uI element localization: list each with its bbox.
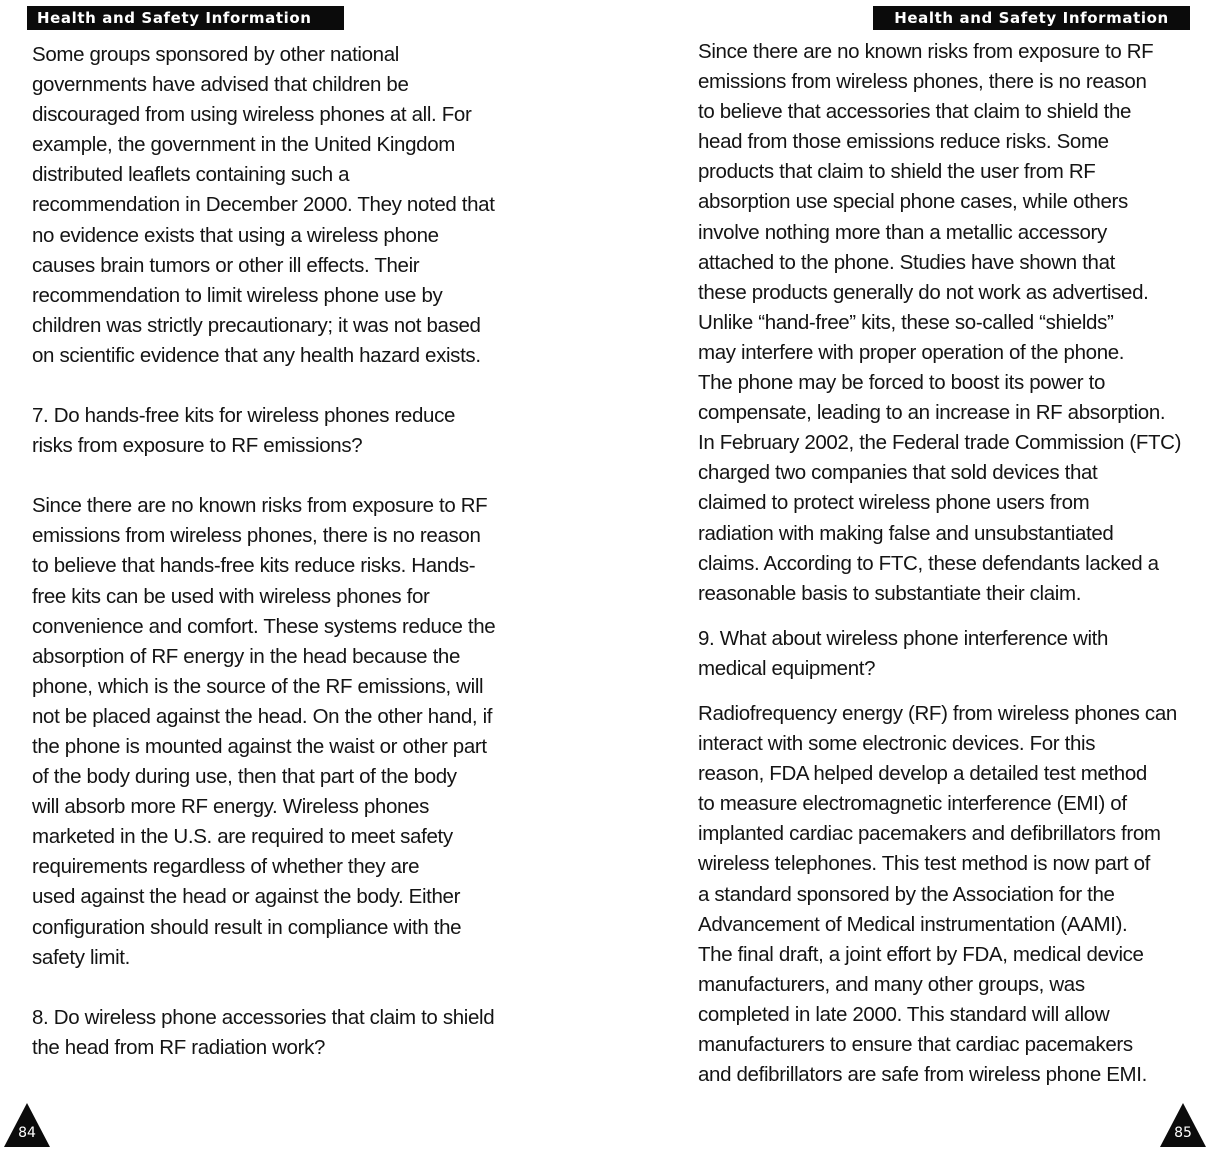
question-heading: 7. Do hands-free kits for wireless phones reduce risks from exposure to RF emissions? <box>32 404 456 458</box>
paragraph: Since there are no known risks from exposure to RF emissions from wireless phones, there is no reason to believe that accessories that claim to shield the head from those emissions reduce risks. Some products that claim to shield the user from RF absorption use special phone cases, while others involve nothing more than a metallic accessory attached to the phone. Studies have shown that these products generally do not work as advertised. Unlike “hand-free” kits, these so-called “shields” may interfere with proper operation of the phone. The phone may be forced to boost its power to compensate, leading to an increase in RF absorption. In February 2002, the Federal trade Commission (FTC) charged two companies that sold devices that claimed to protect wireless phone users from radiation with making false and unsubstantiated claims. According to FTC, these defendants lacked a reasonable basis to substantiate their claim. <box>698 40 1182 605</box>
page-body <box>698 37 1198 1090</box>
section-header: Health and Safety Information <box>873 6 1190 30</box>
section-header: Health and Safety Information <box>27 6 344 30</box>
paragraph: Radiofrequency energy (RF) from wireless phones can interact with some electronic devices. For this reason, FDA helped develop a detailed test method to measure electromagnetic interference (EMI) of implanted cardiac pacemakers and defibrillators from wireless telephones. This test method is now part of a standard sponsored by the Association for the Advancement of Medical instrumentation (AAMI). The final draft, a joint effort by FDA, medical device manufacturers, and many other groups, was completed in late 2000. This standard will allow manufacturers to ensure that cardiac pacemakers and defibrillators are safe from wireless phone EMI. <box>698 701 1177 1087</box>
page-number-marker <box>4 1103 50 1147</box>
paragraph: Some groups sponsored by other national governments have advised that children be discouraged from using wireless phones at all. For example, the government in the United Kingdom distributed leaflets containing such a recommendation in December 2000. They noted that no evidence exists that using a wireless phone causes brain tumors or other ill effects. Their recommendation to limit wireless phone use by children was strictly precautionary; it was not based on scientific evidence that any health hazard exists. <box>32 43 495 367</box>
page-number: 84 <box>18 1125 36 1141</box>
paragraph: Since there are no known risks from exposure to RF emissions from wireless phones, there is no reason to believe that hands-free kits reduce risks. Hands- free kits can be used with wireless phones for convenience and comfort. These systems reduce the absorption of RF energy in the head because the phone, which is the source of the RF emissions, will not be placed against the head. On the other hand, if the phone is mounted against the waist or other part of the body during use, then that part of the body will absorb more RF energy. Wireless phones marketed in the U.S. are required to meet safety requirements regardless of whether they are used against the head or against the body. Either configuration should result in compliance with the safety limit. <box>32 494 496 969</box>
left-page <box>0 0 607 1151</box>
page-number: 85 <box>1174 1125 1192 1141</box>
question-heading: 9. What about wireless phone interference with medical equipment? <box>698 626 1109 680</box>
page-number-marker <box>1160 1103 1206 1147</box>
right-page <box>607 0 1215 1151</box>
page-body <box>32 40 532 1063</box>
question-heading: 8. Do wireless phone accessories that claim to shield the head from RF radiation work? <box>32 1005 495 1059</box>
